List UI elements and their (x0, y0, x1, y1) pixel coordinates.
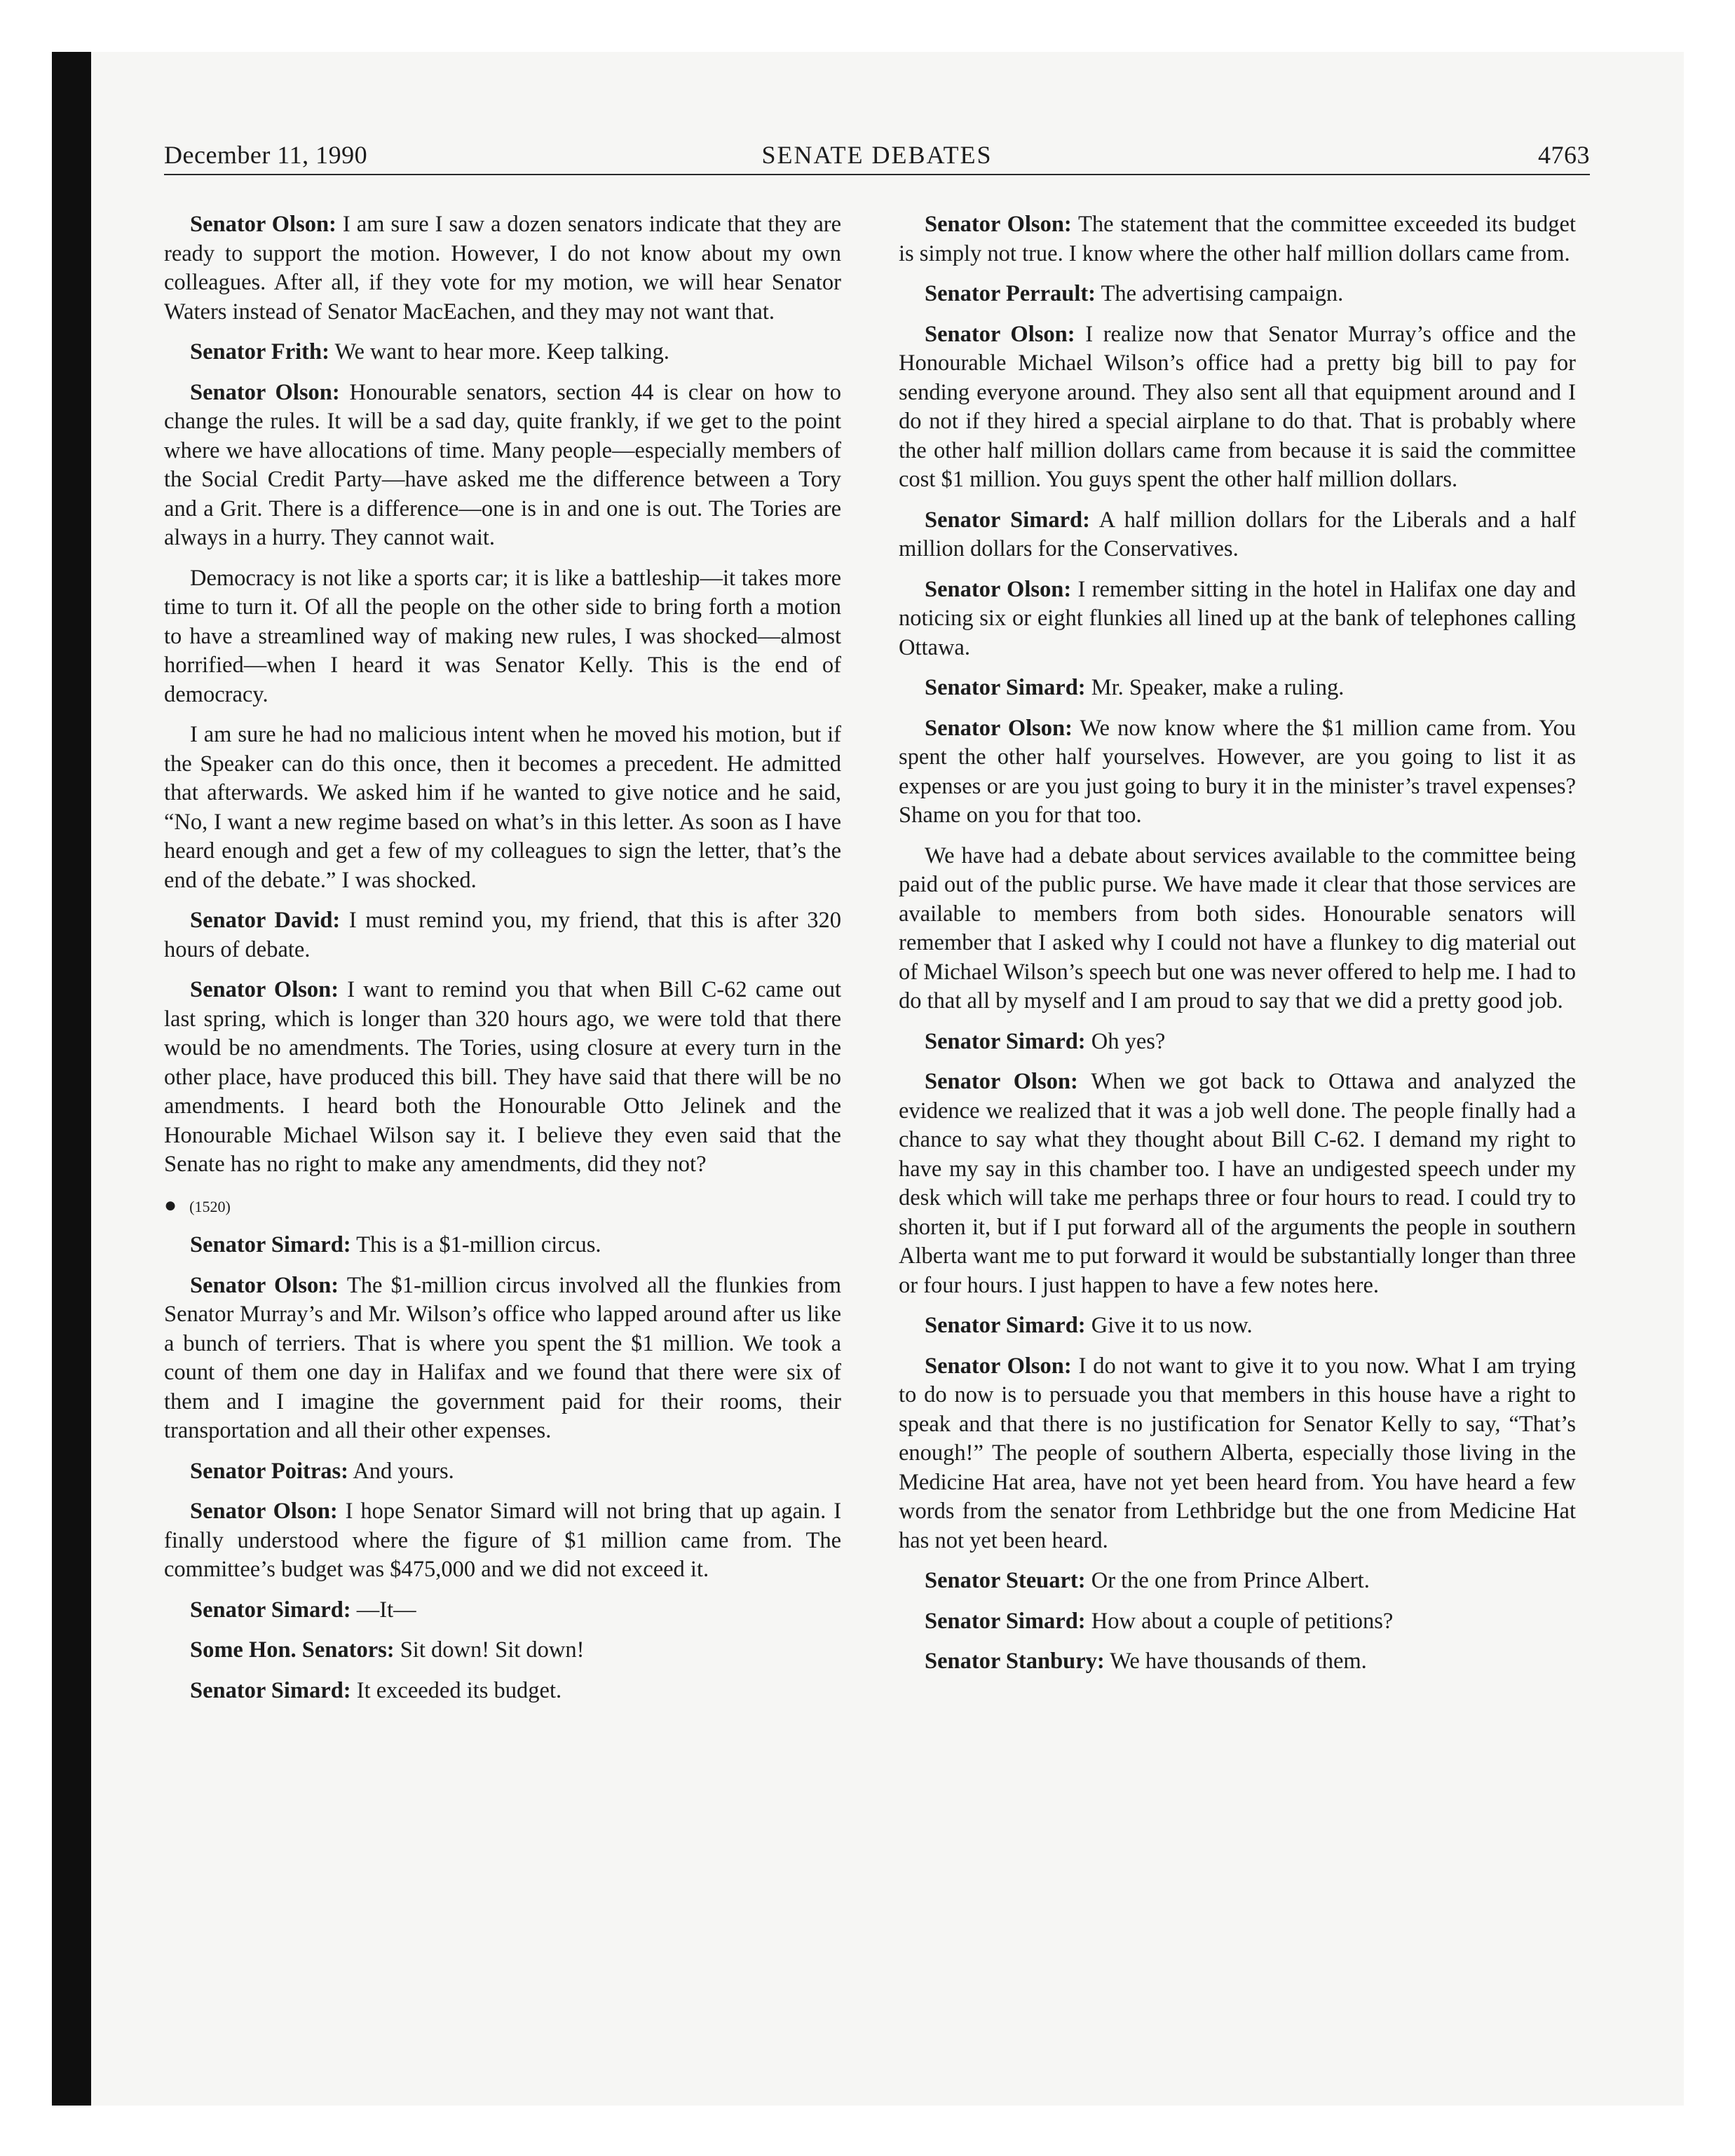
bullet-icon: ● (164, 1193, 177, 1217)
speech-text: A half million dollars for the Liberals and a half million dollars for the Conservatives. (899, 507, 1576, 561)
speech-paragraph (164, 721, 841, 895)
speaker-name: Senator Steuart: (925, 1568, 1086, 1593)
speech-text: How about a couple of petitions? (1091, 1608, 1394, 1634)
speech-paragraph (899, 842, 1576, 1016)
speech-text: The advertising campaign. (1101, 281, 1344, 306)
speech-text: I am sure I saw a dozen senators indicate that they are ready to support the motion. However, I do not know about my own colleagues. After all, if they vote for my motion, we will hear Senator Waters instead of Senator MacEachen, and they may not want that. (164, 212, 841, 325)
time-marker (164, 1191, 841, 1222)
speech-paragraph (899, 280, 1576, 309)
speaker-name: Senator Olson: (190, 977, 339, 1002)
speech-text: I remember sitting in the hotel in Halifax one day and noticing six or eight flunkies all lined up at the bank of telephones calling Ottawa. (899, 576, 1577, 660)
speech-text: Give it to us now. (1091, 1313, 1253, 1338)
speech-text: When we got back to Ottawa and analyzed the evidence we realized that it was a job well done. The people finally had a chance to say what they thought about Bill C-62. I demand my right to have my say in this chamber too. I have an undigested speech under my desk which will take me perhaps three or four hours to read. I could try to shorten it, but if I put forward all of the arguments the people in southern Alberta want me to put forward it would be substantially longer than three or four hours. I just happen to have a few notes here. (899, 1069, 1576, 1298)
speaker-name: Senator Simard: (925, 507, 1090, 533)
speaker-name: Senator Olson: (190, 1499, 338, 1524)
speech-text: The $1-million circus involved all the flunkies from Senator Murray’s and Mr. Wilson’s office who lapped around after us like a bunch of terriers. That is where you spent the $1 million. We took a count of them one day in Halifax and we found that there were six of them and I imagine the government paid for their rooms, their transportation and all their other expenses. (164, 1272, 841, 1443)
speaker-name: Senator Simard: (925, 1608, 1086, 1634)
speech-paragraph (164, 1457, 841, 1487)
speech-paragraph (164, 378, 841, 553)
speech-paragraph (164, 210, 841, 327)
speech-text: Oh yes? (1091, 1028, 1166, 1054)
speech-paragraph (899, 210, 1576, 268)
speaker-name: Senator Simard: (925, 675, 1086, 700)
speech-paragraph (899, 714, 1576, 831)
speaker-name: Senator Simard: (190, 1232, 351, 1257)
speaker-name: Senator Frith: (190, 339, 329, 364)
speaker-name: Senator Olson: (925, 1353, 1072, 1379)
speaker-name: Senator Poitras: (190, 1458, 348, 1484)
speech-text: We have thousands of them. (1110, 1649, 1367, 1674)
speaker-name: Senator Olson: (925, 212, 1072, 237)
speech-paragraph (899, 1028, 1576, 1057)
speech-text: The statement that the committee exceeded its budget is simply not true. I know where the other half million dollars came from. (899, 212, 1576, 266)
speech-paragraph (164, 1271, 841, 1446)
speaker-name: Senator Olson: (925, 321, 1075, 347)
speech-text: I must remind you, my friend, that this is after 320 hours of debate. (164, 908, 841, 962)
speech-paragraph (899, 1647, 1576, 1677)
speech-paragraph (899, 1567, 1576, 1596)
speech-paragraph (899, 1067, 1576, 1300)
page-number: 4763 (1538, 141, 1590, 169)
speech-text: We now know where the $1 million came from. You spent the other half yourselves. However, are you going to list it as expenses or are you just going to bury it in the minister’s travel expenses? Shame on you for that too. (899, 715, 1576, 828)
speech-paragraph (899, 1311, 1576, 1341)
speech-text: Mr. Speaker, make a ruling. (1091, 675, 1345, 700)
speech-text: We want to hear more. Keep talking. (334, 339, 669, 364)
speech-text: It exceeded its budget. (356, 1677, 562, 1703)
speech-paragraph (164, 1497, 841, 1585)
speech-paragraph (164, 906, 841, 964)
header-date: December 11, 1990 (164, 141, 368, 169)
speaker-name: Senator Olson: (925, 1069, 1078, 1094)
speech-text: Honourable senators, section 44 is clear on how to change the rules. It will be a sad day, quite frankly, if we get to the point where we have allocations of time. Many people—especially members of the Social Credit Party—have asked me the difference between a Tory and a Grit. There is a difference—one is in and one is out. The Tories are always in a hurry. They cannot wait. (164, 379, 841, 550)
speech-paragraph (164, 1231, 841, 1260)
speech-text: I do not want to give it to you now. What I am trying to do now is to persuade you that members in this house have a right to speak and that there is no justification for Senator Kelly to say, “That’s enough!” The people of southern Alberta, especially those living in the Medicine Hat area, have not yet been heard from. You have heard a few words from the senator from Lethbridge but the one from Medicine Hat has not yet been heard. (899, 1353, 1576, 1553)
speech-text: —It— (356, 1597, 416, 1623)
speech-text: Sit down! Sit down! (400, 1637, 585, 1663)
speech-paragraph (899, 506, 1576, 564)
speech-paragraph (164, 976, 841, 1180)
left-column (164, 210, 841, 1717)
speaker-name: Some Hon. Senators: (190, 1637, 395, 1663)
speaker-name: Senator Olson: (925, 715, 1073, 741)
page-header (164, 137, 1590, 175)
speaker-name: Senator Perrault: (925, 281, 1096, 306)
speaker-name: Senator Stanbury: (925, 1649, 1105, 1674)
speaker-name: Senator Simard: (925, 1313, 1086, 1338)
speaker-name: Senator Simard: (925, 1028, 1086, 1054)
speech-text: I am sure he had no malicious intent when he moved his motion, but if the Speaker can do this once, then it becomes a precedent. He admitted that afterwards. We asked him if he wanted to give notice and he said, “No, I want a new regime based on what’s in this letter. As soon as I have heard enough and get a few of my colleagues to sign the letter, that’s the end of the debate.” I was shocked. (164, 722, 841, 893)
speech-text: I realize now that Senator Murray’s office and the Honourable Michael Wilson’s office had a pretty big bill to pay for sending everyone around. They also sent all that equipment around and I do not if they hired a special airplane to do that. That is probably where the other half million dollars came from because it is said the committee cost $1 million. You guys spent the other half million dollars. (899, 321, 1577, 492)
speaker-name: Senator Olson: (190, 379, 340, 405)
speech-text: And yours. (353, 1458, 454, 1484)
speech-text: Democracy is not like a sports car; it is like a battleship—it takes more time to turn it. Of all the people on the other side to bring forth a motion to have a streamlined way of making new rules, I was shocked—almost horrified—when I heard it was Senator Kelly. This is the end of democracy. (164, 565, 841, 707)
header-title: SENATE DEBATES (761, 141, 993, 169)
speech-paragraph (899, 1352, 1576, 1556)
speech-text: Or the one from Prince Albert. (1091, 1568, 1370, 1593)
right-column (899, 210, 1576, 1688)
speech-paragraph (164, 1636, 841, 1665)
speaker-name: Senator Olson: (190, 212, 336, 237)
speech-text: I hope Senator Simard will not bring that up again. I finally understood where the figure of $1 million came from. The committee’s budget was $475,000 and we did not exceed it. (164, 1499, 842, 1582)
speech-text: I want to remind you that when Bill C-62 came out last spring, which is longer than 320 hours ago, we were told that there would be no amendments. The Tories, using closure at every turn in the other place, have produced this bill. They have said that there will be no amendments. I heard both the Honourable Otto Jelinek and the Honourable Michael Wilson say it. I believe they even said that the Senate has no right to make any amendments, did they not? (164, 977, 841, 1177)
speech-paragraph (899, 674, 1576, 703)
speaker-name: Senator Simard: (190, 1597, 351, 1623)
speaker-name: Senator Simard: (190, 1677, 351, 1703)
scan-border (52, 52, 91, 2106)
speech-text: This is a $1-million circus. (356, 1232, 601, 1257)
speech-paragraph (164, 338, 841, 367)
speech-paragraph (164, 1677, 841, 1706)
speaker-name: Senator Olson: (925, 576, 1072, 602)
speaker-name: Senator David: (190, 908, 341, 933)
time-marker-label: (1520) (189, 1197, 231, 1215)
speech-paragraph (899, 1607, 1576, 1637)
speaker-name: Senator Olson: (190, 1272, 339, 1298)
speech-text: We have had a debate about services available to the committee being paid out of the public purse. We have made it clear that those services are available to members from both sides. Honourable senators will remember that I asked why I could not have a flunkey to dig material out of Michael Wilson’s speech but one was never offered to help me. I had to do that all by myself and I am proud to say that we did a pretty good job. (899, 842, 1576, 1014)
speech-paragraph (899, 575, 1576, 663)
speech-paragraph (899, 320, 1576, 495)
speech-paragraph (164, 1596, 841, 1625)
speech-paragraph (164, 564, 841, 710)
